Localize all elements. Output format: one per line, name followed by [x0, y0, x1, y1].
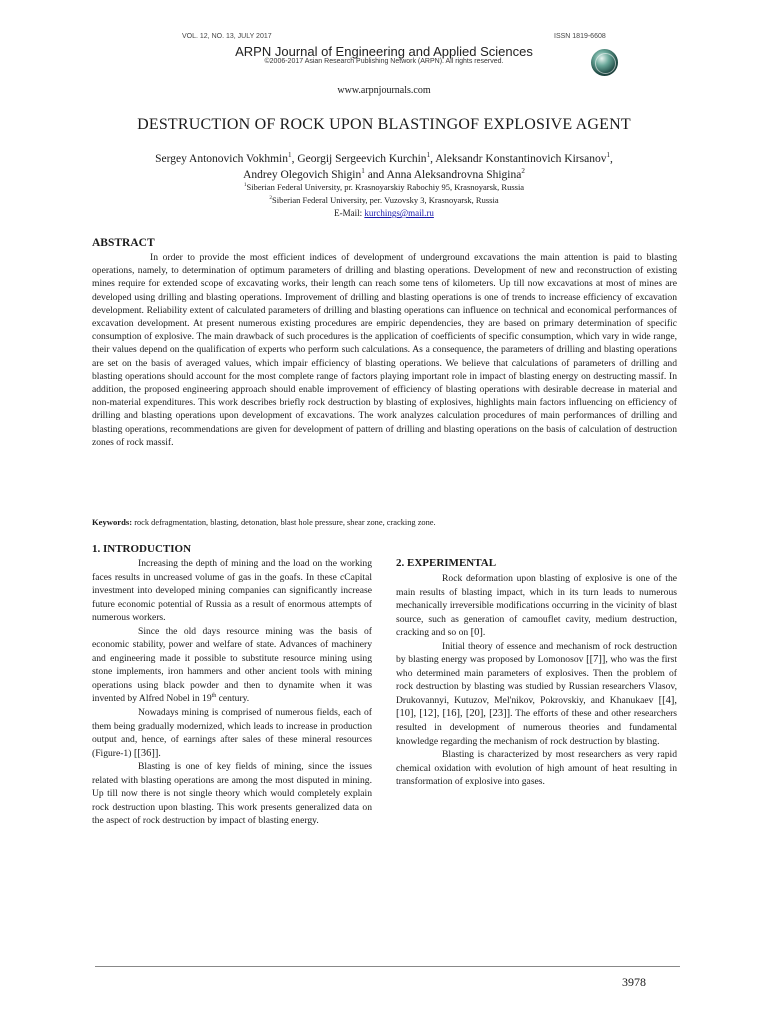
journal-name: ARPN Journal of Engineering and Applied Sciences [235, 44, 533, 59]
author-separator: , [610, 153, 613, 165]
author-affiliation-mark: 1 [361, 167, 365, 176]
author-name: Andrey Olegovich Shigin [243, 169, 362, 181]
footer-divider [95, 966, 680, 967]
paragraph-text: century. [216, 693, 250, 705]
author-affiliation-mark: 1 [426, 151, 431, 160]
paragraph [92, 625, 372, 706]
email-link[interactable]: kurchings@mail.ru [364, 208, 434, 218]
paragraph: Blasting is one of key fields of mining, since the issues related with blasting operations are among the most disputed in mining. Up till now there is not single theory which would completely explain rock destruction upon blasting. This work presents generalized data on the aspect of rock destruction by impact of blasting energy. [92, 761, 372, 827]
paragraph-text: Since the old days resource mining was the basis of economic stability, power and welfare of state. Advances of machinery and engineering made it possible to substitute resource mining using stone implements, iron hammers and other ancient tools with mining operations using black powder and then to dynamite when it was invented by Alfred Nobel in 19 [92, 625, 372, 705]
author-separator: , [430, 153, 436, 165]
introduction-column [92, 557, 372, 828]
affiliation-mark: 1 [243, 182, 247, 189]
abstract-text: In order to provide the most efficient indices of development of underground excavations the main attention is paid to blasting operations, namely, to determination of optimum parameters of drilling and blasting operations. Development of new and reconstruction of existing mines require for extended scope of excavating works, their length can reach some tens of kilometers. Up till now excavations at most of mines are developed using drilling and blasting operations. Improvement of drilling and blasting operations is one of trends to increase efficiency of excavation development. Reliability extent of calculated parameters of drilling and blasting operations can influence on technical and economical performances of excavation development. At present numerous existing procedures are empiric dependencies, they are based on primary determination of specific consumption of explosive. The main drawback of such procedures is the application of coefficients of specific consumption, which vary in wide range, their values depend on the qualification of experts who perform such calculations. As a consequence, the parameters of drilling and blasting operations are set on the basis of averaged values, which impair efficiency of blasting operations. We believe that calculations of parameters of drilling and blasting operations should account for the most complete range of factors playing important role in impact of blasting energy on destructing massif. In addition, the proposed engineering approach should enable improvement of efficiency of blasting operations with desirable decrease in material and non-material expenditures. This work describes briefly rock destruction by blasting of explosives, highlights main factors influencing on efficiency of drilling and blasting operations upon development of excavations. The work analyzes calculation procedures of main performances of drilling and blasting operations, recommendations are given for development of pattern of drilling and blasting operations on the basis of calculation of destruction zones of rock massif. [92, 252, 677, 448]
paragraph: Increasing the depth of mining and the load on the working faces results in uncreased volume of gas in the goafs. In these cCapital investment into developed mining companies can significantly increase future economic potential of Russia as a result of enormous attempts of numerous workers. [92, 558, 372, 624]
copyright-notice: ©2006-2017 Asian Research Publishing Network (ARPN). All rights reserved. [264, 58, 504, 65]
paper-title: DESTRUCTION OF ROCK UPON BLASTINGOF EXPLOSIVE AGENT [137, 116, 631, 133]
affiliation-2 [0, 195, 768, 205]
author-separator: , [291, 153, 298, 165]
author-name: Aleksandr Konstantinovich Kirsanov [435, 153, 607, 165]
paragraph-text: Rock deformation upon blasting of explosive is one of the main results of blasting impact, which in its turn leads to numerous mechanically irreversible modifications occurring in the vicinity of blast source, such as generation of camouflet cavity, medium destruction, cracking and so on [396, 573, 677, 639]
affiliation-text: Siberian Federal University, per. Vuzovsky 3, Krasnoyarsk, Russia [272, 195, 499, 205]
keywords-label: Keywords: [92, 517, 133, 527]
ordinal-suffix: th [211, 693, 217, 700]
citation-link[interactable]: [[7]] [586, 654, 606, 666]
experimental-column [396, 572, 677, 789]
journal-logo-ring [595, 53, 616, 74]
author-name: Sergey Antonovich Vokhmin [155, 153, 288, 165]
paragraph: Blasting is characterized by most researchers as very rapid chemical oxidation with evolution of high amount of heat resulting in transformation of explosive into gases. [396, 749, 677, 788]
affiliation-text: Siberian Federal University, pr. Krasnoyarskiy Rabochiy 95, Krasnoyarsk, Russia [246, 182, 525, 192]
citation-link[interactable]: [[36]] [133, 747, 159, 759]
volume-label: VOL. 12, NO. 13, JULY 2017 [182, 33, 272, 40]
paragraph [92, 706, 372, 760]
paragraph [396, 640, 677, 748]
paragraph-text: . [482, 627, 486, 639]
section-heading-experimental: 2. EXPERIMENTAL [396, 557, 497, 569]
section-heading-introduction: 1. INTRODUCTION [92, 543, 192, 555]
paragraph-text: . The efforts of these and other researchers resulted in development of numerous theories and fundamental knowledge regarding the mechanism of rock destruction by blasting. [396, 708, 678, 747]
author-and: and [364, 169, 387, 181]
email-label: E-Mail: [334, 208, 365, 218]
journal-url[interactable]: www.arpnjournals.com [337, 85, 431, 96]
author-name: Georgij Sergeevich Kurchin [297, 153, 427, 165]
keywords-text: rock defragmentation, blasting, detonation, blast hole pressure, shear zone, cracking zone. [132, 518, 436, 527]
keywords-line [92, 517, 436, 527]
citation-link[interactable]: [[4], [10], [12], [16], [20], [23]] [396, 694, 677, 720]
affiliation-1 [0, 182, 768, 192]
paragraph [396, 572, 677, 640]
affiliation-mark: 2 [269, 195, 273, 202]
author-affiliation-mark: 1 [288, 151, 292, 160]
contact-email [0, 208, 768, 218]
paragraph-text: Nowadays mining is comprised of numerous fields, each of them being gradually modernized, which leads to increase in production output and, hence, of earnings after sales of these mineral resources (Figure-1) [92, 707, 372, 759]
issn-label: ISSN 1819-6608 [554, 33, 606, 40]
author-list [70, 151, 698, 183]
page-number: 3978 [622, 975, 646, 989]
paragraph-text: Initial theory of essence and mechanism of rock destruction by blasting energy was proposed by Lomonosov [396, 640, 677, 666]
abstract-heading: ABSTRACT [92, 237, 155, 249]
author-affiliation-mark: 1 [606, 151, 611, 160]
paragraph-text: , who was the first who determined main parameters of explosives. Then the problem of rock destruction by blasting was studied by Russian researchers Vlasov, Drukovannyi, Kutuzov, Mel'nikov, Pokrovskiy, and Khanukaev [396, 654, 677, 706]
citation-link[interactable]: [0] [470, 627, 483, 639]
author-affiliation-mark: 2 [521, 167, 525, 176]
author-name: Anna Aleksandrovna Shigina [386, 169, 522, 181]
paragraph-text: . [158, 747, 161, 759]
